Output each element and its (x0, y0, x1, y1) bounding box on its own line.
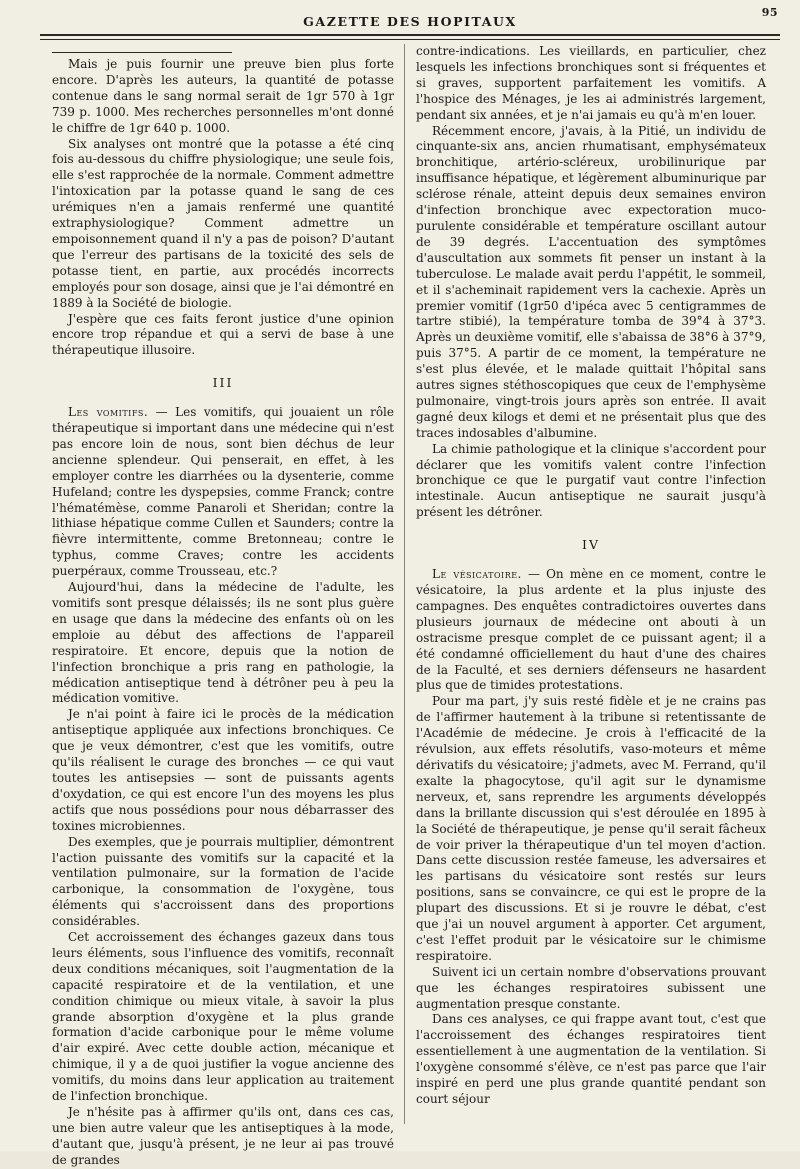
paragraph: Dans ces analyses, ce qui frappe avant tout, c'est que l'accroissement des échanges respiratoires tient essentiellement à une augmentation de la ventilation. Si l'oxygène consommé s'élève, ce n'est pas parce que l'air inspiré en perd une plus grande quantité pendant son court séjour (416, 1012, 766, 1106)
paragraph: Pour ma part, j'y suis resté fidèle et je ne crains pas de l'affirmer hautement à la tribune si retentissante de l'Académie de médecine. Je crois à l'efficacité de la révulsion, aux effets résolutifs, vaso-moteurs et même dérivatifs du vésicatoire; j'admets, avec M. Ferrand, qu'il exalte la phagocytose, qu'il agit sur le dynamisme nerveux, et, sans reprendre les arguments développés dans la brillante discussion qui s'est déroulée en 1895 à la Société de thérapeutique, je pense qu'il serait fâcheux de voir priver la thérapeutique d'un tel moyen d'action. Dans cette discussion restée fameuse, les adversaires et les partisans du vésicatoire sont restés sur leurs positions, sans se convaincre, ce qui est le propre de la plupart des discussions. Et si je rouvre le débat, c'est que j'ai un nouvel argument à apporter. Cet argument, c'est l'effet produit par le vésicatoire sur le chimisme respiratoire. (416, 694, 766, 963)
paragraph: Je n'hésite pas à affirmer qu'ils ont, dans ces cas, une bien autre valeur que les antiseptiques à la mode, d'autant que, jusqu'à présent, je ne leur ai pas trouvé de grandes (52, 1105, 394, 1167)
paragraph: Récemment encore, j'avais, à la Pitié, un individu de cinquante-six ans, ancien rhumatisant, emphysémateux bronchitique, artério-scléreux, urobilinurique par insuffisance hépatique, et légèrement albuminurique par sclérose rénale, atteint depuis deux semaines environ d'infection bronchique avec expectoration muco-purulente considérable et température oscillant autour de 39 degrés. L'accentuation des symptômes d'auscultation aux sommets fit penser un instant à la tuberculose. Le malade avait perdu l'appétit, le sommeil, et il s'acheminait rapidement vers la cachexie. Après un premier vomitif (1gr50 d'ipéca avec 5 centigrammes de tartre stibié), la température tomba de 39°4 à 37°3. Après un deuxième vomitif, elle s'abaissa de 38°6 à 37°9, puis 37°5. A partir de ce moment, la température ne s'est plus élevée, et le malade quittait l'hôpital sans autres signes stéthoscopiques que ceux de l'emphysème pulmonaire, vingt-trois jours après son entrée. Il avait gagné deux kilogs et demi et ne présentait plus que des traces indosables d'albumine. (416, 123, 766, 440)
section-lead: Le vésicatoire. (432, 567, 522, 582)
paragraph: Aujourd'hui, dans la médecine de l'adulte, les vomitifs sont presque délaissés; ils ne sont plus guère en usage que dans la médecine des enfants où on les emploie au début des affections de l'appareil respiratoire. Et encore, depuis que la notion de l'infection bronchique a pris rang en pathologie, la médication antiseptique tend à détrôner peu à peu la médication vomitive. (52, 580, 394, 706)
paragraph: J'espère que ces faits feront justice d'une opinion encore trop répandue et qui a servi de base à une thérapeutique illusoire. (52, 311, 394, 358)
paragraph: Six analyses ont montré que la potasse a été cinq fois au-dessous du chiffre physiologique; une seule fois, elle s'est rapprochée de la normale. Comment admettre l'intoxication par la potasse quand le sang de ces urémiques n'en a jamais renfermé une quantité extraphysiologique? Comment admettre un empoisonnement quand il n'y a pas de poison? D'autant que l'erreur des partisans de la toxicité des sels de potasse tient, en partie, aux procédés incorrects employés pour son dosage, ainsi que je l'ai démontré en 1889 à la Société de biologie. (52, 136, 394, 310)
header-rule-thick (40, 34, 780, 36)
page-number: 95 (761, 6, 778, 19)
masthead-title: GAZETTE DES HOPITAUX (303, 14, 517, 29)
header-rule-thin (40, 39, 780, 40)
paragraph: La chimie pathologique et la clinique s'accordent pour déclarer que les vomitifs valent contre l'infection bronchique ce que le purgatif vaut contre l'infection intestinale. Aucun antiseptique ne saurait jusqu'à présent les détrôner. (416, 441, 766, 520)
paragraph: Des exemples, que je pourrais multiplier, démontrent l'action puissante des vomitifs sur la capacité et la ventilation pulmonaire, sur la formation de l'acide carbonique, la consommation de l'oxygène, tous éléments qui s'accroissent dans des proportions considérables. (52, 834, 394, 929)
paragraph-text: — On mène en ce moment, contre le vésicatoire, la plus ardente et la plus injuste des campagnes. Des enquêtes contradictoires ouvertes dans plusieurs journaux de médecine ont abouti à un ostracisme presque complet de ce puissant agent; il a été condamné officiellement du haut d'une des chaires de la Faculté, et ses derniers défenseurs ne hasardent plus que de timides protestations. (416, 567, 766, 693)
right-column (416, 44, 766, 1108)
article-top-rule (52, 52, 232, 53)
section-number: IV (582, 537, 600, 553)
left-column (52, 52, 394, 1169)
paragraph: Je n'ai point à faire ici le procès de la médication antiseptique appliquée aux infections bronchiques. Ce que je veux démontrer, c'est que les vomitifs, outre qu'ils réalisent le curage des bronches — ce qui vaut toutes les antisepsies — sont de puissants agents d'oxydation, ce qui est encore l'un des moyens les plus actifs que nous possédions pour nous débarrasser des toxines microbiennes. (52, 707, 394, 833)
paragraph: Suivent ici un certain nombre d'observations prouvant que les échanges respiratoires subissent une augmentation presque constante. (416, 964, 766, 1011)
paragraph: Cet accroissement des échanges gazeux dans tous leurs éléments, sous l'influence des vomitifs, reconnaît deux conditions mécaniques, soit l'augmentation de la capacité respiratoire et de la ventilation, et une condition chimique ou mieux vitale, à savoir la plus grande absorption d'oxygène et la plus grande formation d'acide carbonique pour le même volume d'air expiré. Avec cette double action, mécanique et chimique, il y a de quoi justifier la vogue ancienne des vomitifs, du moins dans leur application au traitement de l'infection bronchique. (52, 930, 394, 1104)
column-divider (404, 44, 405, 1124)
section-number: III (212, 375, 234, 391)
paragraph-text: — Les vomitifs, qui jouaient un rôle thérapeutique si important dans une médecine qui n'est pas encore loin de nous, sont bien déchus de leur ancienne splendeur. Qui penserait, en effet, à les employer contre les diarrhées ou la dysenterie, comme Hufeland; contre les dyspepsies, comme Franck; contre l'hématémèse, comme Panaroli et Sheridan; contre la lithiase hépatique comme Cullen et Saunders; contre la fièvre intermittente, comme Bretonneau; contre le typhus, comme Craves; contre les accidents puerpéraux, comme Trousseau, etc.? (52, 405, 394, 579)
paragraph: Mais je puis fournir une preuve bien plus forte encore. D'après les auteurs, la quantité de potasse contenue dans le sang normal serait de 1gr 570 à 1gr 739 p. 1000. Mes recherches personnelles m'ont donné le chiffre de 1gr 640 p. 1000. (52, 57, 394, 135)
section-lead: Les vomitifs. (68, 405, 149, 420)
paragraph (416, 567, 766, 694)
paragraph: contre-indications. Les vieillards, en particulier, chez lesquels les infections bronchiques sont si fréquentes et si graves, supportent parfaitement les vomitifs. A l'hospice des Ménages, je les ai administrés largement, pendant six années, et je n'ai jamais eu qu'à m'en louer. (416, 44, 766, 122)
paragraph (52, 405, 394, 580)
